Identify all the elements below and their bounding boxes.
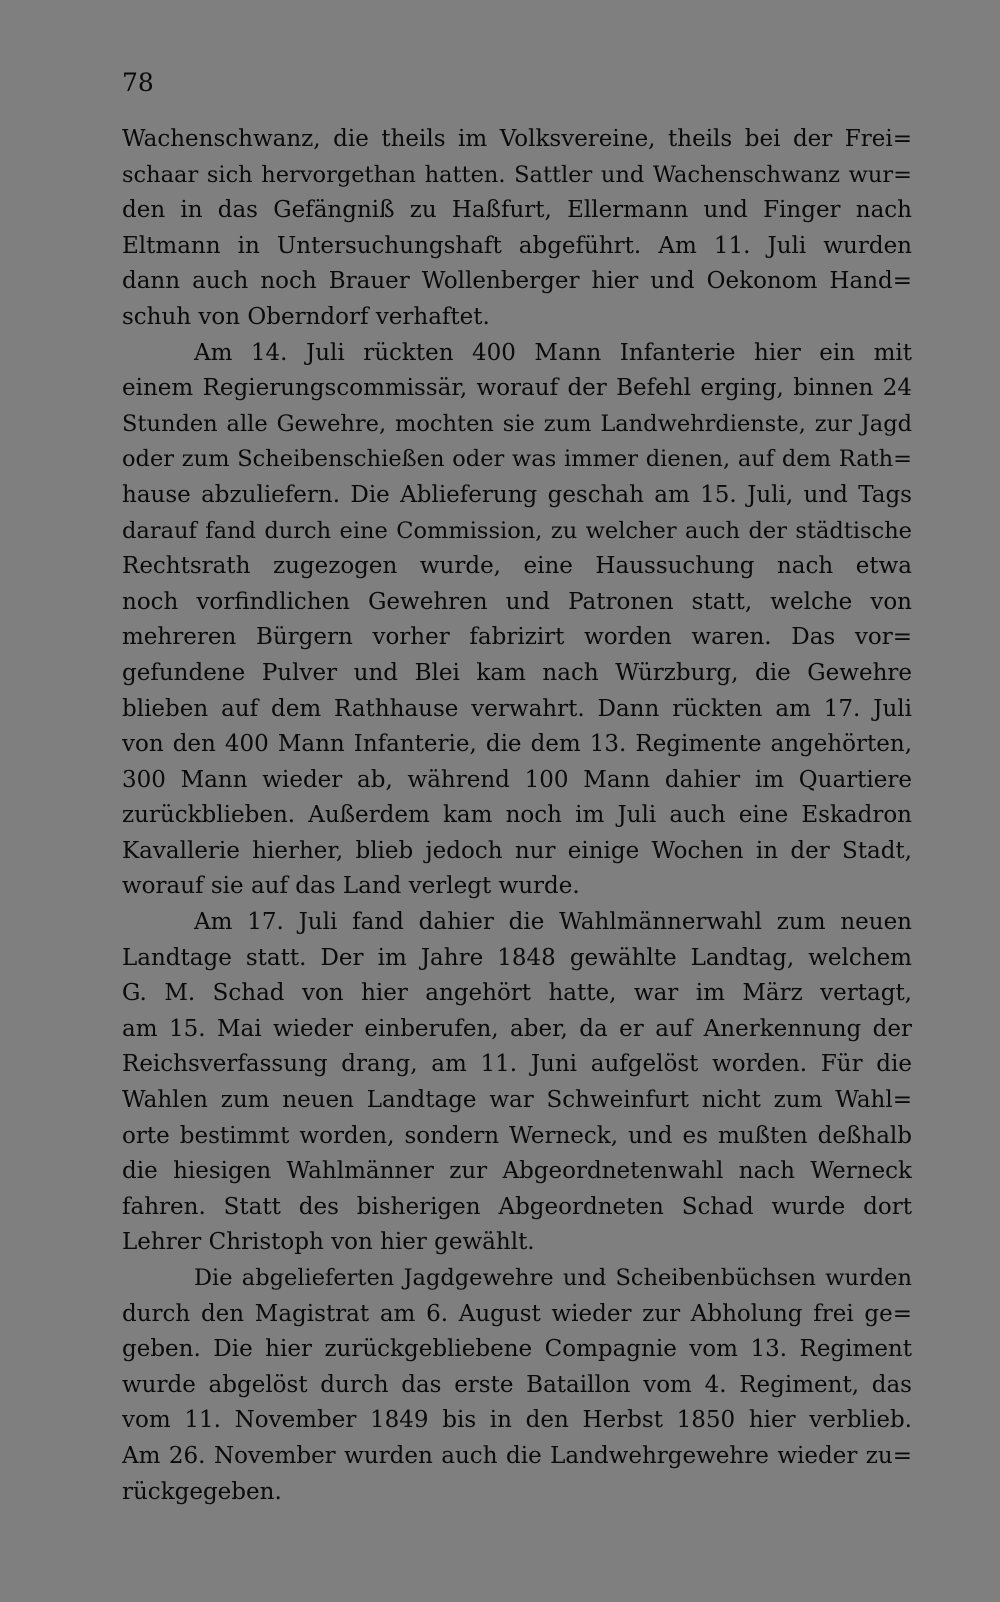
- text-line: gefundene Pulver und Blei kam nach Würzburg, die Gewehre: [122, 659, 912, 686]
- text-line: Eltmann in Untersuchungshaft abgeführt. Am 11. Juli wurden: [122, 232, 912, 259]
- text-line: darauf fand durch eine Commission, zu welcher auch der städtische: [122, 517, 912, 544]
- text-line: Stunden alle Gewehre, mochten sie zum Landwehrdienste, zur Jagd: [122, 410, 912, 437]
- text-line: blieben auf dem Rathhause verwahrt. Dann rückten am 17. Juli: [122, 695, 912, 722]
- text-line: Rechtsrath zugezogen wurde, eine Haussuchung nach etwa: [122, 553, 912, 580]
- text-line: oder zum Scheibenschießen oder was immer dienen, auf dem Rath=: [122, 446, 912, 473]
- text-line: Wahlen zum neuen Landtage war Schweinfurt nicht zum Wahl=: [122, 1087, 912, 1114]
- paragraph: [122, 122, 912, 336]
- text-line: Lehrer Christoph von hier gewählt.: [122, 1229, 535, 1256]
- text-line: zurückblieben. Außerdem kam noch im Juli auch eine Eskadron: [122, 802, 912, 829]
- text-line: einem Regierungscommissär, worauf der Befehl erging, binnen 24: [122, 375, 912, 402]
- paragraph: [122, 336, 912, 906]
- text-line: schuh von Oberndorf verhaftet.: [122, 303, 490, 330]
- text-line: durch den Magistrat am 6. August wieder zur Abholung frei ge=: [122, 1300, 912, 1327]
- text-line: fahren. Statt des bisherigen Abgeordneten Schad wurde dort: [122, 1193, 912, 1220]
- page-number: 78: [122, 68, 154, 97]
- text-line: Wachenschwanz, die theils im Volksvereine, theils bei der Frei=: [122, 126, 912, 152]
- paragraph: [122, 1261, 912, 1510]
- text-line: geben. Die hier zurückgebliebene Compagnie vom 13. Regiment: [122, 1336, 912, 1363]
- text-line: mehreren Bürgern vorher fabrizirt worden waren. Das vor=: [122, 624, 912, 651]
- text-line: rückgegeben.: [122, 1478, 282, 1505]
- text-line: vom 11. November 1849 bis in den Herbst 1850 hier verblieb.: [122, 1407, 912, 1434]
- text-line: orte bestimmt worden, sondern Werneck, und es mußten deßhalb: [122, 1122, 912, 1149]
- text-line: Die abgelieferten Jagdgewehre und Scheibenbüchsen wurden: [194, 1265, 912, 1291]
- text-line: dann auch noch Brauer Wollenberger hier und Oekonom Hand=: [122, 268, 912, 295]
- text-line: noch vorfindlichen Gewehren und Patronen statt, welche von: [122, 588, 912, 615]
- text-line: den in das Gefängniß zu Haßfurt, Ellermann und Finger nach: [122, 197, 912, 224]
- text-line: Am 17. Juli fand dahier die Wahlmännerwahl zum neuen: [194, 909, 912, 936]
- text-line: die hiesigen Wahlmänner zur Abgeordnetenwahl nach Werneck: [122, 1158, 912, 1185]
- text-line: 300 Mann wieder ab, während 100 Mann dahier im Quartiere: [122, 766, 912, 793]
- text-line: wurde abgelöst durch das erste Bataillon vom 4. Regiment, das: [122, 1371, 912, 1398]
- text-line: Kavallerie hierher, blieb jedoch nur einige Wochen in der Stadt,: [122, 837, 912, 864]
- text-line: Reichsverfassung drang, am 11. Juni aufgelöst worden. Für die: [122, 1051, 912, 1078]
- text-line: schaar sich hervorgethan hatten. Sattler und Wachenschwanz wur=: [122, 161, 912, 188]
- text-line: von den 400 Mann Infanterie, die dem 13. Regimente angehörten,: [122, 731, 912, 758]
- text-line: Am 26. November wurden auch die Landwehrgewehre wieder zu=: [122, 1442, 912, 1469]
- paragraph: [122, 905, 912, 1261]
- text-line: G. M. Schad von hier angehört hatte, war im März vertagt,: [122, 980, 912, 1007]
- text-line: worauf sie auf das Land verlegt wurde.: [122, 873, 580, 900]
- body-text: [122, 122, 912, 1510]
- text-line: Landtage statt. Der im Jahre 1848 gewählte Landtag, welchem: [122, 944, 912, 971]
- text-line: am 15. Mai wieder einberufen, aber, da er auf Anerkennung der: [122, 1015, 912, 1042]
- text-line: Am 14. Juli rückten 400 Mann Infanterie hier ein mit: [194, 339, 912, 366]
- text-line: hause abzuliefern. Die Ablieferung geschah am 15. Juli, und Tags: [122, 481, 912, 508]
